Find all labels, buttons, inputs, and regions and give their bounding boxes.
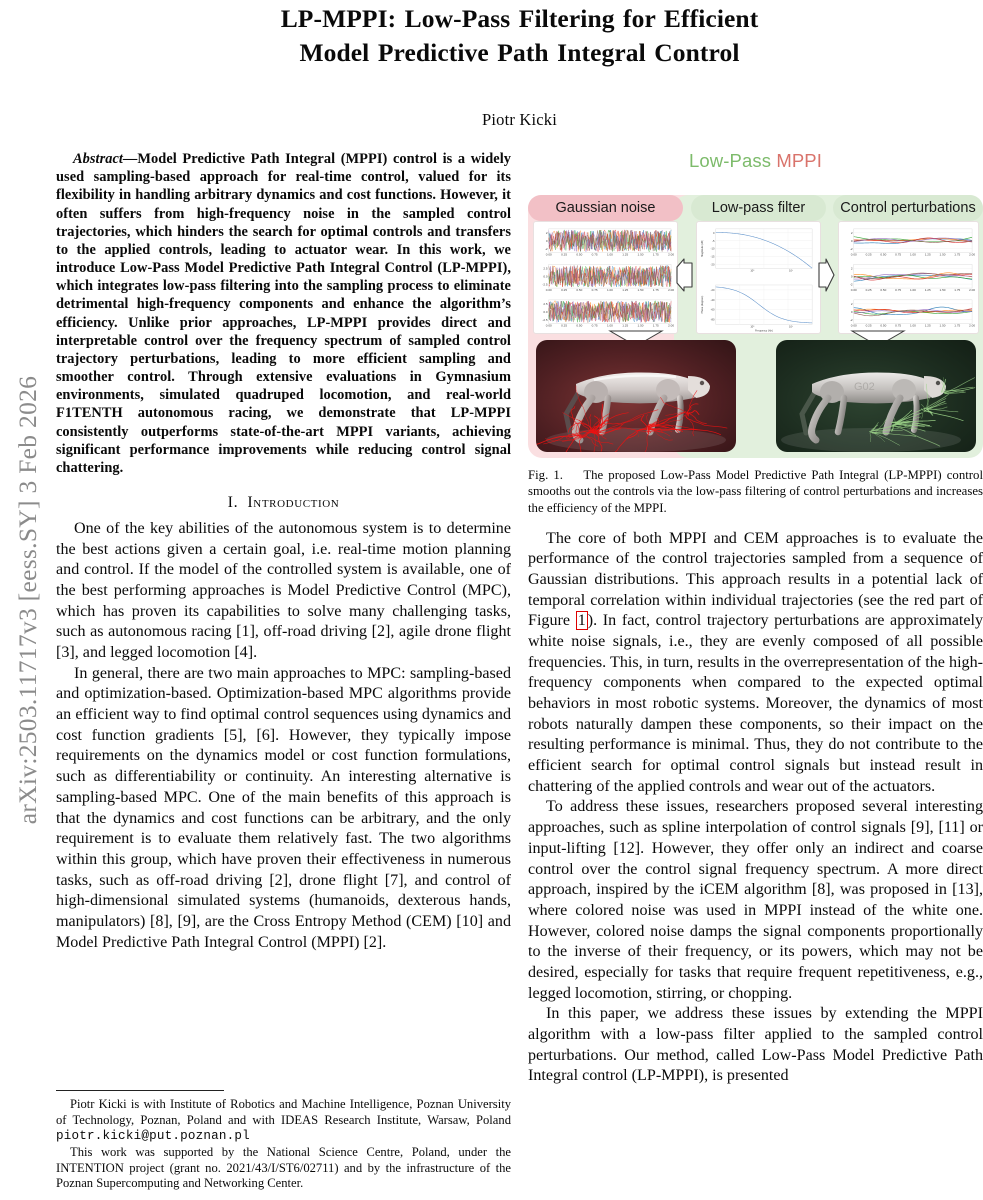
- paper-page: [56, 0, 983, 1200]
- section-title: Introduction: [247, 494, 340, 512]
- svg-text:1.75: 1.75: [954, 323, 961, 328]
- abstract-label: Abstract—: [73, 151, 138, 167]
- svg-text:-15: -15: [710, 255, 715, 259]
- svg-text:-2: -2: [849, 317, 853, 322]
- svg-text:1.50: 1.50: [939, 323, 946, 328]
- bode-svg: [697, 222, 820, 333]
- svg-text:-20: -20: [710, 289, 715, 293]
- author-email[interactable]: piotr.kicki@put.poznan.pl: [56, 1129, 250, 1144]
- figure-caption-label: Fig. 1.: [528, 468, 563, 482]
- title-line-1: LP-MPPI: Low-Pass Filtering for Efficient: [280, 4, 759, 33]
- svg-text:1.50: 1.50: [637, 323, 644, 328]
- panel-label-low-pass-filter: Low-pass filter: [691, 195, 826, 221]
- figure-caption: [528, 467, 983, 516]
- footnote-funding: This work was supported by the National Science Centre, Poland, under the INTENTION project (grant no. 2021/43/I/ST6/02711) and by the infrastructure of the Poznan Supercomputing and Networking Center.: [56, 1145, 511, 1191]
- svg-text:-2: -2: [544, 246, 548, 251]
- title-line-2: Model Predictive Path Integral Control: [299, 37, 740, 67]
- svg-text:0.75: 0.75: [895, 252, 902, 257]
- svg-text:1.75: 1.75: [652, 323, 659, 328]
- svg-text:0.50: 0.50: [576, 323, 583, 328]
- svg-text:1.75: 1.75: [954, 288, 961, 293]
- page-title: [190, 2, 850, 70]
- svg-text:1.00: 1.00: [606, 252, 613, 257]
- figure-headline-lowpass: Low-Pass: [689, 150, 777, 171]
- robot-green-svg: [776, 340, 976, 452]
- left-column: [56, 150, 511, 1191]
- figure-reference-link[interactable]: 1: [577, 612, 586, 630]
- svg-text:0.50: 0.50: [576, 288, 583, 293]
- svg-text:0.00: 0.00: [850, 288, 857, 293]
- paragraph-right-2: To address these issues, researchers proposed several interesting approaches, such as spline interpolation of control signals [9], [11] or input-lifting [12]. However, they offer only an indirect and coarse control over the control signal frequency spectrum. A more direct approach, inspired by the iCEM algorithm [8], was proposed in [13], where colored noise was used in MPPI instead of the white one. However, colored noise damps the signal components proportionally to the inverse of their frequency, or its powers, which may not be desired, especially for tasks that require frequent repetitiveness, e.g., legged locomotion, stirring, or chopping.: [528, 798, 983, 1002]
- svg-text:-5: -5: [712, 239, 715, 243]
- svg-text:1.25: 1.25: [622, 252, 629, 257]
- control-perturbations-svg: [839, 222, 978, 333]
- svg-text:2: 2: [850, 231, 853, 236]
- svg-text:0: 0: [850, 309, 853, 314]
- svg-text:0.75: 0.75: [591, 252, 598, 257]
- svg-text:0.25: 0.25: [865, 323, 872, 328]
- svg-text:1.00: 1.00: [606, 288, 613, 293]
- figure-headline-mppi: MPPI: [776, 150, 822, 171]
- robot-image-chattering: [536, 340, 736, 452]
- svg-text:0.25: 0.25: [561, 288, 568, 293]
- svg-text:1.50: 1.50: [637, 252, 644, 257]
- svg-text:0.00: 0.00: [545, 252, 552, 257]
- flow-arrow-1-icon: [676, 258, 693, 297]
- svg-text:2.5: 2.5: [543, 302, 548, 307]
- footnote-divider: [56, 1090, 224, 1091]
- svg-text:2.00: 2.00: [969, 288, 976, 293]
- svg-text:2.00: 2.00: [668, 252, 675, 257]
- svg-text:1.25: 1.25: [924, 288, 931, 293]
- author-name: Piotr Kicki: [481, 109, 558, 129]
- svg-text:2.00: 2.00: [969, 252, 976, 257]
- robot-red-svg: [536, 340, 736, 452]
- svg-text:0.75: 0.75: [895, 323, 902, 328]
- svg-text:0: 0: [850, 274, 853, 279]
- figure-canvas: [528, 175, 983, 458]
- paragraph-intro-2: In general, there are two main approaches to MPC: sampling-based and optimization-based. Optimization-based MPC algorithms provide an efficient way to find optimal control sequences using dynamics and cost function gradients [5], [6]. However, they typically impose requirements on the dynamics model or cost function formulations, such as differentiability or continuity. An interesting alternative is sampling-based MPC. One of the main benefits of this approach is that the dynamics and cost functions can be arbitrary, and the only requirement is to evaluate them relatively fast. The two algorithms within this group, which have proven their effectiveness in numerous tasks, such as off-road driving [2], drone flight [7], and control of high-dimensional simulated systems (humanoids, dexterous hands, manipulators) [8], [9], are the Cross Entropy Method (CEM) [10] and Model Predictive Path Integral Control (MPPI) [2].: [56, 664, 511, 951]
- chart-control-perturbations: [838, 221, 979, 334]
- svg-text:0: 0: [713, 232, 715, 236]
- svg-text:0.00: 0.00: [850, 323, 857, 328]
- svg-text:0.0: 0.0: [543, 309, 548, 314]
- svg-text:-80: -80: [710, 318, 715, 322]
- svg-text:1.25: 1.25: [622, 323, 629, 328]
- svg-text:-60: -60: [710, 308, 715, 312]
- footnote-area: [56, 1090, 511, 1192]
- svg-text:10¹: 10¹: [788, 269, 793, 273]
- svg-text:1.75: 1.75: [954, 252, 961, 257]
- paragraph-right-1-after: ). In fact, control trajectory perturbations are approximately white noise signals, i.e., they are evenly composed of all possible frequencies. This, in turn, results in the overrepresentation of the high-frequency components when compared to the expected optimal behaviors in most robotic systems. Moreover, the dynamics of most robots naturally dampen these components, so their impact on the resulting performance is minimal. Thus, they do not contribute to the efficient search for optimal control signals but instead result in chattering of the applied controls and wear out of the actuators.: [528, 612, 983, 795]
- svg-text:-20: -20: [710, 263, 715, 267]
- paragraph-right-1-before: The core of both MPPI and CEM approaches is to evaluate the performance of the control trajectories sampled from a sequence of Gaussian distributions. This approach results in a potential lack of temporal correlation within individual trajectories (see the red part of Figure: [528, 529, 983, 630]
- svg-text:1.00: 1.00: [909, 288, 916, 293]
- abstract-text: Model Predictive Path Integral (MPPI) control is a widely used sampling-based approach for real-time control, valued for its flexibility in handling arbitrary dynamics and cost functions. However, it often suffers from high-frequency noise in the sampled control trajectories, which hinders the search for optimal controls and transfers to the applied controls, leading to actuator wear. In this work, we introduce Low-Pass Model Predictive Path Integral Control (LP-MPPI), which integrates low-pass filtering into the sampling process to eliminate detrimental high-frequency components and enhance the algorithm’s efficiency. Unlike prior approaches, LP-MPPI provides direct and interpretable control over the frequency spectrum of sampled control trajectory perturbations, leading to more efficient sampling and smoother control. Through extensive evaluations in Gymnasium environments, simulated quadruped locomotion, and real-world F1TENTH autonomous racing, we demonstrate that LP-MPPI consistently outperforms state-of-the-art MPPI variants, achieving significant performance improvements while reducing control signal chattering.: [56, 151, 511, 476]
- svg-text:0.0: 0.0: [543, 274, 548, 279]
- figure-1: [528, 150, 983, 516]
- panel-label-control-perturbations: Control perturbations: [833, 195, 983, 221]
- svg-text:-10: -10: [710, 247, 715, 251]
- svg-text:-2: -2: [849, 282, 853, 287]
- svg-text:Magnitude (dB): Magnitude (dB): [700, 240, 704, 257]
- svg-text:1.75: 1.75: [652, 252, 659, 257]
- svg-text:10⁰: 10⁰: [750, 269, 755, 273]
- paragraph-right-3: In this paper, we address these issues by extending the MPPI algorithm with a low-pass filter applied to the sampled control perturbations. Our method, called Low-Pass Model Predictive Path Integral control (LP-MPPI), is presented: [528, 1005, 983, 1085]
- svg-text:2.5: 2.5: [543, 266, 548, 271]
- svg-text:-2.5: -2.5: [542, 282, 548, 287]
- footnote-affiliation-text: Piotr Kicki is with Institute of Robotics and Machine Intelligence, Poznan University of Technology, Poznan, Poland and with IDEAS Research Institute, Warsaw, Poland: [56, 1097, 511, 1127]
- svg-text:0: 0: [850, 238, 853, 243]
- svg-text:0.75: 0.75: [591, 288, 598, 293]
- svg-text:0.75: 0.75: [591, 323, 598, 328]
- svg-text:0.50: 0.50: [880, 323, 887, 328]
- svg-text:0.50: 0.50: [880, 288, 887, 293]
- chart-gaussian-noise: [533, 221, 678, 334]
- svg-text:0.75: 0.75: [895, 288, 902, 293]
- svg-text:0: 0: [545, 238, 548, 243]
- flow-arrow-2-icon: [818, 258, 835, 297]
- section-number: I.: [227, 494, 239, 512]
- svg-text:1.25: 1.25: [924, 323, 931, 328]
- svg-text:1.50: 1.50: [637, 288, 644, 293]
- robot-image-smooth: [776, 340, 976, 452]
- svg-text:Frequency (Hz): Frequency (Hz): [755, 329, 773, 333]
- svg-text:10⁰: 10⁰: [750, 325, 755, 329]
- footnote-affiliation: [56, 1097, 511, 1145]
- svg-text:0.50: 0.50: [576, 252, 583, 257]
- svg-text:0.50: 0.50: [880, 252, 887, 257]
- section-heading-introduction: [56, 494, 511, 512]
- panel-label-gaussian-noise: Gaussian noise: [528, 195, 683, 221]
- svg-text:1.00: 1.00: [909, 323, 916, 328]
- svg-text:-2: -2: [849, 246, 853, 251]
- svg-text:2.00: 2.00: [668, 323, 675, 328]
- svg-text:2.00: 2.00: [969, 323, 976, 328]
- arxiv-stamp-text: arXiv:2503.11717v3 [eess.SY] 3 Feb 2026: [13, 375, 42, 825]
- svg-text:2: 2: [850, 266, 853, 271]
- paragraph-intro-1: One of the key abilities of the autonomous system is to determine the best actions given a certain goal, i.e. real-time motion planning and control. If the model of the controlled system is available, one of the best performing approaches is Model Predictive Control (MPC), which has proven its capabilities to solve many challenging tasks, such as autonomous racing [1], off-road driving [2], agile drone flight [3], and legged locomotion [4].: [56, 520, 511, 662]
- svg-text:2.00: 2.00: [668, 288, 675, 293]
- svg-text:0.25: 0.25: [561, 252, 568, 257]
- svg-text:1.00: 1.00: [606, 323, 613, 328]
- paragraph-right-1: [528, 529, 983, 798]
- abstract: [56, 150, 511, 477]
- right-column: [528, 150, 983, 1087]
- title-block: [56, 0, 983, 130]
- gaussian-noise-svg: [534, 222, 677, 333]
- svg-text:10¹: 10¹: [788, 325, 793, 329]
- svg-text:1.25: 1.25: [924, 252, 931, 257]
- svg-text:0.25: 0.25: [865, 288, 872, 293]
- svg-text:G02: G02: [854, 381, 875, 393]
- svg-text:1.75: 1.75: [652, 288, 659, 293]
- svg-text:Phase (degrees): Phase (degrees): [700, 295, 704, 314]
- svg-text:0.00: 0.00: [850, 252, 857, 257]
- svg-text:1.50: 1.50: [939, 252, 946, 257]
- figure-caption-text: The proposed Low-Pass Model Predictive Path Integral (LP-MPPI) control smooths out the controls via the low-pass filtering of control perturbations and increases the efficiency of the MPPI.: [528, 468, 983, 515]
- svg-text:-2.5: -2.5: [542, 317, 548, 322]
- svg-text:1.25: 1.25: [622, 288, 629, 293]
- arxiv-stamp: [0, 0, 56, 1200]
- svg-text:-40: -40: [710, 298, 715, 302]
- chart-low-pass-filter-bode: [696, 221, 821, 334]
- svg-text:0.25: 0.25: [865, 252, 872, 257]
- svg-text:1.00: 1.00: [909, 252, 916, 257]
- figure-headline: [528, 150, 983, 172]
- svg-text:2: 2: [850, 302, 853, 307]
- svg-text:1.50: 1.50: [939, 288, 946, 293]
- svg-text:0.00: 0.00: [545, 323, 552, 328]
- svg-text:0.25: 0.25: [561, 323, 568, 328]
- svg-text:0.00: 0.00: [545, 288, 552, 293]
- svg-text:2: 2: [545, 231, 548, 236]
